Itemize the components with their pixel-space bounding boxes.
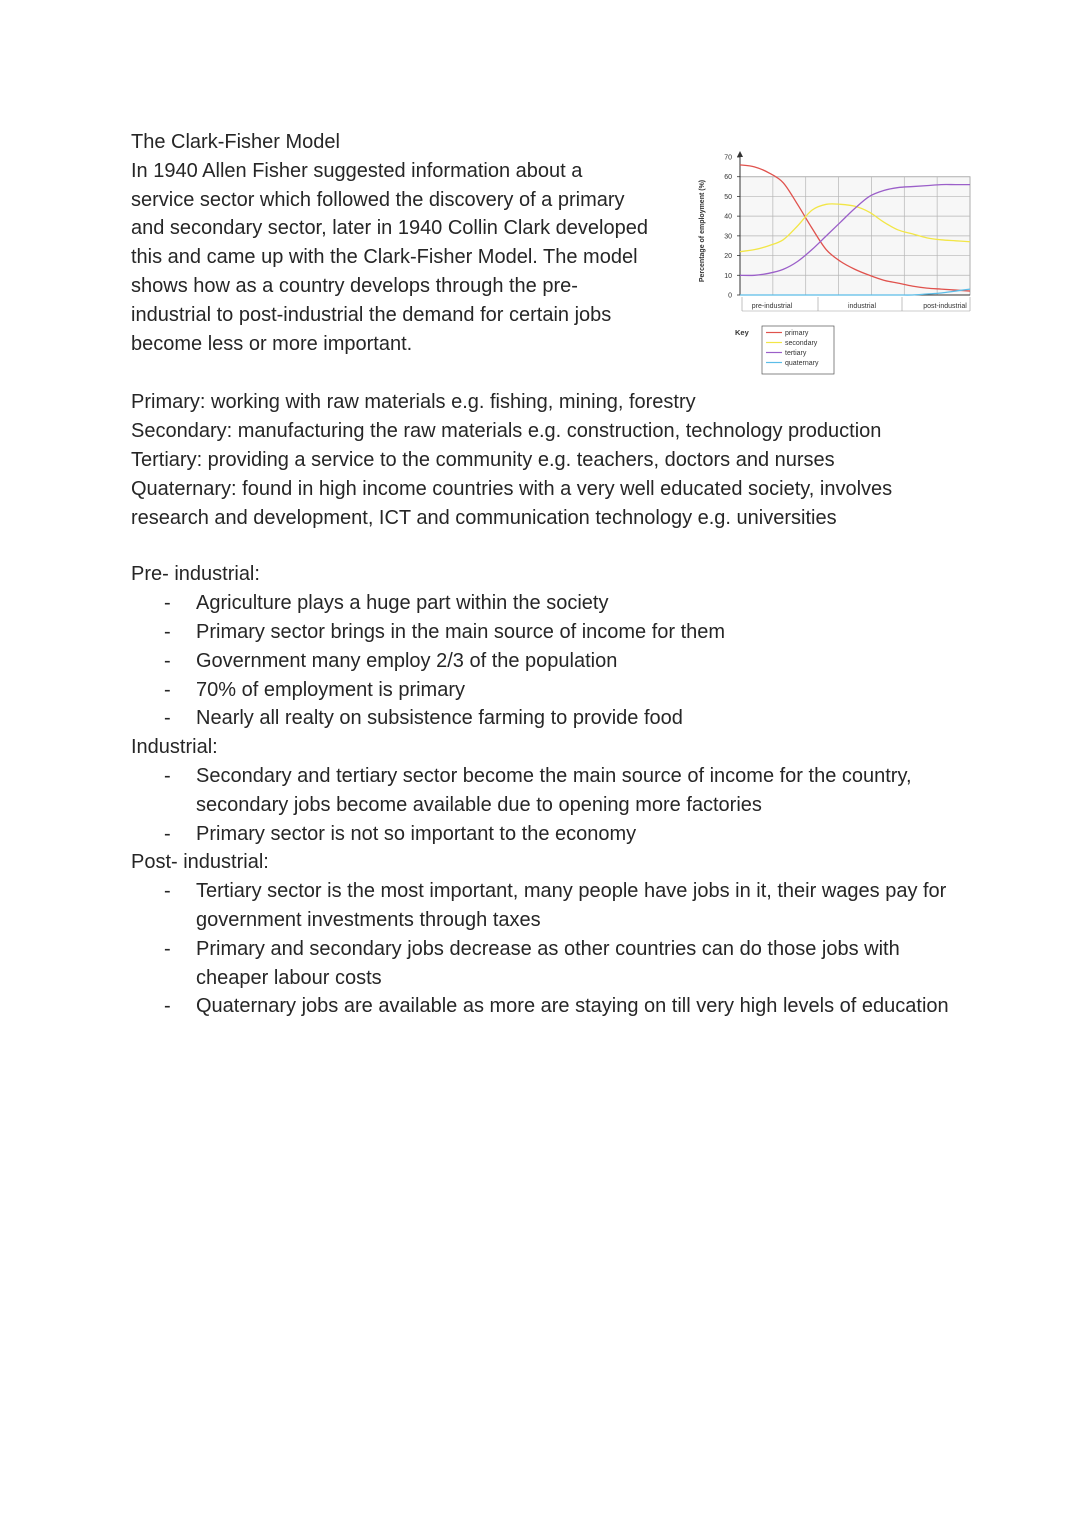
list-item: - Secondary and tertiary sector become the main source of income for the country, secondary jobs become available due to opening more factories: [196, 762, 961, 820]
stage-heading-pre-industrial: Pre- industrial:: [131, 563, 260, 586]
list-item: - Primary sector is not so important to the economy: [196, 820, 961, 849]
intro-paragraph: In 1940 Allen Fisher suggested information about a service sector which followed the discovery of a primary and secondary sector, later in 1940 Collin Clark developed this and came up with the Clark-Fisher Model. The model shows how as a country develops through the pre-industrial to post-industrial the demand for certain jobs become less or more important.: [131, 159, 648, 355]
post-industrial-list: [131, 877, 961, 1021]
document-title: The Clark-Fisher Model: [131, 131, 340, 153]
list-item: - 70% of employment is primary: [196, 676, 961, 705]
list-item: - Government many employ 2/3 of the population: [196, 647, 961, 676]
stage-heading-industrial: Industrial:: [131, 736, 218, 759]
y-tick-label: 50: [724, 193, 732, 201]
list-item: - Primary and secondary jobs decrease as other countries can do those jobs with cheaper labour costs: [196, 935, 961, 993]
y-tick-label: 70: [724, 154, 732, 162]
legend-label-secondary: secondary: [785, 340, 818, 347]
y-tick-label: 60: [724, 174, 732, 182]
y-tick-label: 40: [724, 213, 732, 221]
legend-title: Key: [735, 328, 749, 337]
definition-quaternary: Quaternary: found in high income countries with a very well educated society, involves research and development, ICT and communication technology e.g. universities: [131, 477, 893, 529]
category-label: pre-industrial: [751, 303, 793, 310]
y-tick-label: 30: [724, 233, 732, 241]
intro-section: [131, 128, 651, 358]
sector-definitions: [131, 388, 961, 532]
legend-label-primary: primary: [785, 330, 809, 337]
category-label: post-industrial: [923, 303, 967, 310]
stage-heading-post-industrial: Post- industrial:: [131, 851, 269, 874]
definition-primary: Primary: working with raw materials e.g. fishing, mining, forestry: [131, 391, 696, 414]
category-label: industrial: [847, 303, 877, 310]
clark-fisher-chart-svg: [690, 145, 980, 380]
pre-industrial-list: [131, 589, 961, 733]
industrial-list: [131, 762, 961, 848]
list-item: - Tertiary sector is the most important, many people have jobs in it, their wages pay for government investments through taxes: [196, 877, 961, 935]
development-stages: [131, 560, 961, 1021]
list-item: - Agriculture plays a huge part within the society: [196, 589, 961, 618]
y-tick-label: 20: [724, 253, 732, 261]
definition-tertiary: Tertiary: providing a service to the community e.g. teachers, doctors and nurses: [131, 448, 835, 471]
list-item: - Nearly all realty on subsistence farming to provide food: [196, 704, 961, 733]
clark-fisher-chart: [690, 145, 980, 380]
y-tick-label: 10: [724, 272, 732, 280]
list-item: - Primary sector brings in the main source of income for them: [196, 618, 961, 647]
y-tick-label: 0: [728, 292, 732, 300]
legend-label-tertiary: tertiary: [785, 350, 807, 357]
y-axis-title: Percentage of employment (%): [699, 179, 706, 283]
list-item: - Quaternary jobs are available as more are staying on till very high levels of education: [196, 992, 961, 1021]
legend-label-quaternary: quaternary: [785, 360, 819, 367]
definition-secondary: Secondary: manufacturing the raw materials e.g. construction, technology production: [131, 420, 882, 443]
y-axis-arrow: [737, 151, 743, 157]
